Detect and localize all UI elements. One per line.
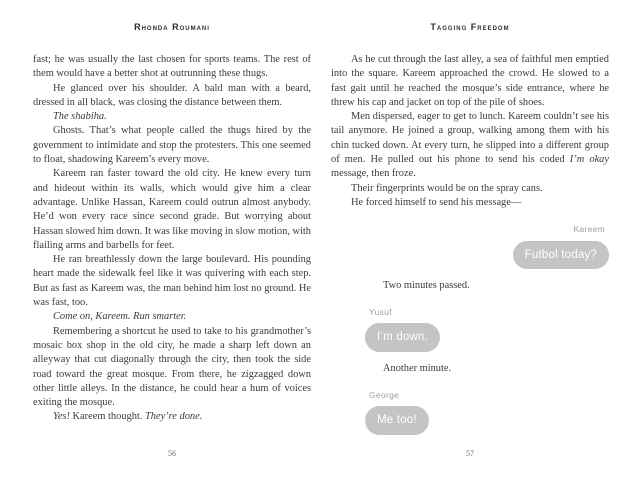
paragraph <box>331 110 609 181</box>
body-text: He glanced over his shoulder. A bald man with a beard, dressed in all black, was closing the distance between them. <box>33 82 311 108</box>
body-text: fast; he was usually the last chosen for sports teams. The rest of them would have a better shot at outrunning these thugs. <box>33 54 311 80</box>
italic-text: The shabiha. <box>53 111 107 123</box>
body-text: Ghosts. That’s what people called the thugs hired by the government to intimidate and stop the protesters. This one seemed to float, shadowing Kareem’s every move. <box>33 125 311 166</box>
body-text: He forced himself to send his message— <box>351 196 522 208</box>
body-text: Kareem ran faster toward the old city. He knew every turn and hideout within its walls, which would give him a clear advantage. Unlike Hassan, Kareem could outrun almost anybody. He’d won every race since second grade. But worrying about Hassan slowed him down. It was like moving in slow motion, with flailing arms and barbells for feet. <box>33 168 311 251</box>
chat-message <box>331 305 609 352</box>
body-text: As he cut through the last alley, a sea of faithful men emptied into the square. Kareem approached the crowd. He slowed to a fast gait until he reached the mosque’s side entrance, where he threw his cap and jacket on top of the pile of shoes. <box>331 54 609 108</box>
italic-text: Yes! <box>53 411 70 423</box>
paragraph <box>331 362 609 376</box>
paragraph <box>33 253 311 310</box>
chat-bubble: I’m down. <box>365 323 440 351</box>
paragraph <box>33 167 311 253</box>
paragraph <box>33 325 311 411</box>
page-left <box>33 22 311 458</box>
body-text: Another minute. <box>383 362 452 374</box>
chat-sender-label: Kareem <box>573 224 605 235</box>
italic-text: They’re done. <box>144 411 203 423</box>
paragraph <box>331 53 609 110</box>
body-text: He ran breathlessly down the large boulevard. His pounding heart made the sidewalk feel like it was quivering with each step. But as fast as Kareem was, the man behind him lost no ground. He was fast, too. <box>33 254 311 309</box>
body-text: Men dispersed, eager to get to lunch. Kareem couldn’t see his tail anymore. He joined a group, walking among them with his chin tucked down. At every turn, he slipped into a different group of men. He pulled out his phone to send his coded <box>331 111 609 166</box>
chat-sender-label: George <box>369 390 400 401</box>
chat-bubble: Futbol today? <box>513 241 609 269</box>
page-left-body <box>33 53 311 425</box>
paragraph <box>331 279 609 293</box>
body-text: Their fingerprints would be on the spray cans. <box>351 182 543 194</box>
paragraph <box>33 110 311 124</box>
body-text: message, then froze. <box>331 168 416 180</box>
paragraph <box>33 53 311 82</box>
paragraph <box>33 124 311 167</box>
chat-message <box>331 388 609 435</box>
chat-sender-label: Yusuf <box>369 307 392 318</box>
running-head-author: Rhonda Roumani <box>134 22 210 32</box>
paragraph <box>331 196 609 210</box>
paragraph <box>33 82 311 111</box>
chat-message <box>331 222 609 269</box>
italic-text: Come on, Kareem. Run smarter. <box>53 311 187 323</box>
page-right <box>331 22 609 458</box>
page-number-left: 56 <box>168 449 176 458</box>
paragraph <box>33 410 311 424</box>
page-right-body <box>331 53 609 435</box>
paragraph <box>33 310 311 324</box>
italic-text: I’m okay <box>569 154 609 166</box>
page-number-right: 57 <box>466 449 474 458</box>
body-text: Kareem thought. <box>69 411 145 423</box>
running-head-title: Tagging Freedom <box>430 22 510 32</box>
chat-bubble: Me too! <box>365 406 429 434</box>
body-text: Two minutes passed. <box>383 279 470 291</box>
paragraph <box>331 182 609 196</box>
body-text: Remembering a shortcut he used to take to his grandmother’s mosaic box shop in the old city, he made a sharp left down an alleyway that cut diagonally through the city, then took the side road toward the great mosque. From there, he zigzagged down other little alleys. In the distance, he could hear a hum of voices exiting the mosque. <box>33 325 311 409</box>
